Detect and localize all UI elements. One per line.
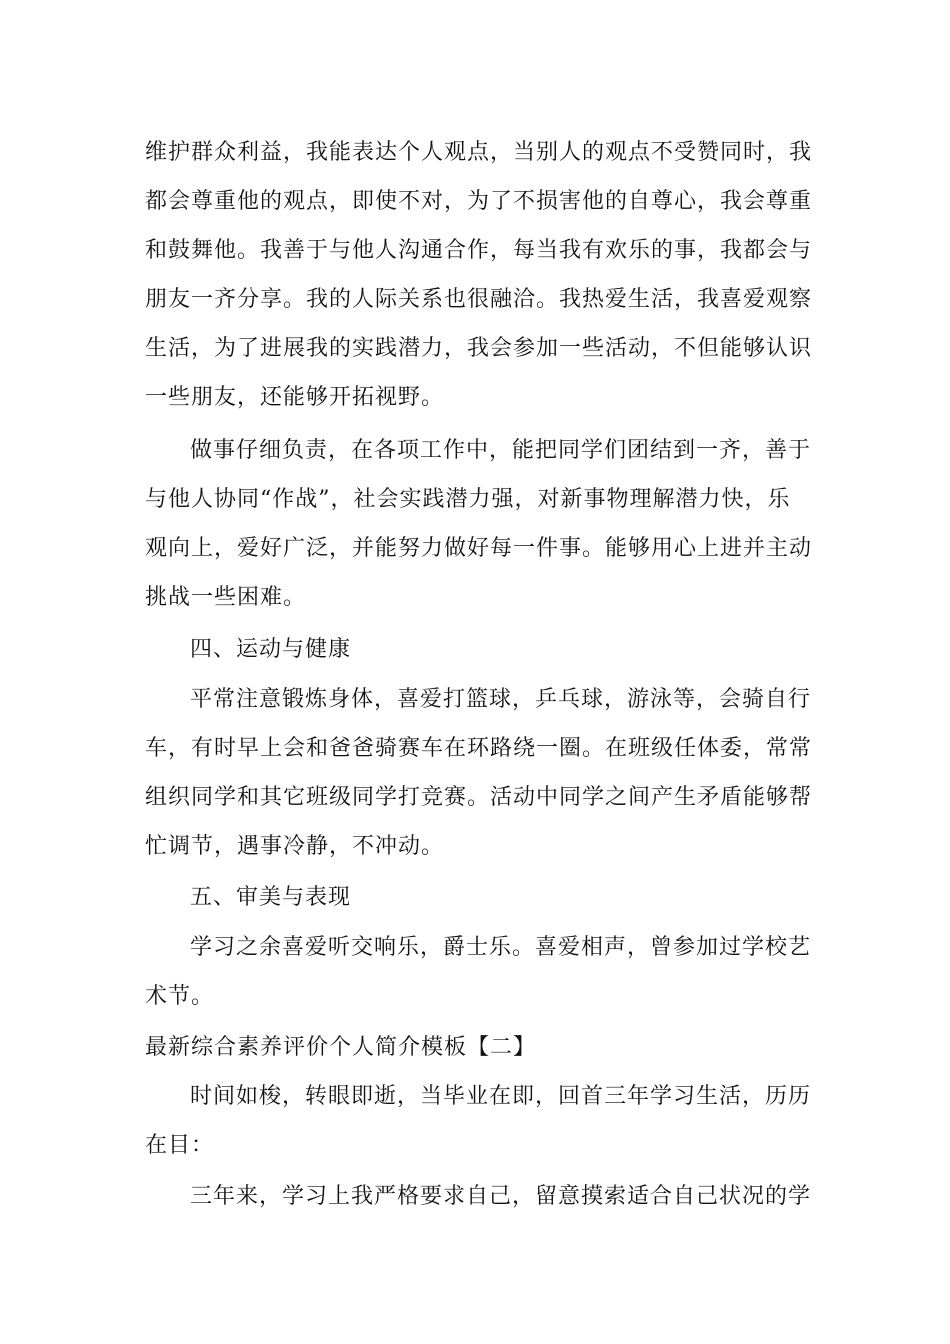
text-line: 和鼓舞他。我善于与他人沟通合作，每当我有欢乐的事，我都会与	[145, 238, 813, 263]
text-line: 朋友一齐分享。我的人际关系也很融洽。我热爱生活，我喜爱观察	[145, 287, 813, 312]
text-line: 忙调节，遇事冷静，不冲动。	[145, 834, 445, 859]
text-line: 术节。	[145, 984, 215, 1009]
text-line: 维护群众利益，我能表达个人观点，当别人的观点不受赞同时，我	[145, 140, 813, 165]
text-line: 平常注意锻炼身体，喜爱打篮球，乒乓球，游泳等，会骑自行	[190, 687, 812, 712]
text-line: 做事仔细负责，在各项工作中，能把同学们团结到一齐，善于	[190, 438, 812, 463]
text-line: 观向上，爱好广泛，并能努力做好每一件事。能够用心上进并主动	[145, 536, 813, 561]
document-subtitle: 最新综合素养评价个人简介模板【二】	[145, 1035, 537, 1060]
text-line: 与他人协同“作战”，社会实践潜力强，对新事物理解潜力快，乐	[145, 487, 791, 512]
text-line: 车，有时早上会和爸爸骑赛车在环路绕一圈。在班级任体委，常常	[145, 736, 813, 761]
section-heading: 四、运动与健康	[190, 637, 352, 662]
text-line: 一些朋友，还能够开拓视野。	[145, 385, 445, 410]
section-heading: 五、审美与表现	[190, 885, 352, 910]
text-line: 时间如梭，转眼即逝，当毕业在即，回首三年学习生活，历历	[190, 1084, 812, 1109]
text-line: 都会尊重他的观点，即使不对，为了不损害他的自尊心，我会尊重	[145, 189, 813, 214]
text-line: 在目：	[145, 1133, 215, 1158]
text-line: 组织同学和其它班级同学打竞赛。活动中同学之间产生矛盾能够帮	[145, 785, 813, 810]
text-line: 学习之余喜爱听交响乐，爵士乐。喜爱相声，曾参加过学校艺	[190, 935, 812, 960]
text-line: 生活，为了进展我的实践潜力，我会参加一些活动，不但能够认识	[145, 336, 813, 361]
text-line: 挑战一些困难。	[145, 585, 307, 610]
text-line: 三年来，学习上我严格要求自己，留意摸索适合自己状况的学	[190, 1184, 812, 1209]
